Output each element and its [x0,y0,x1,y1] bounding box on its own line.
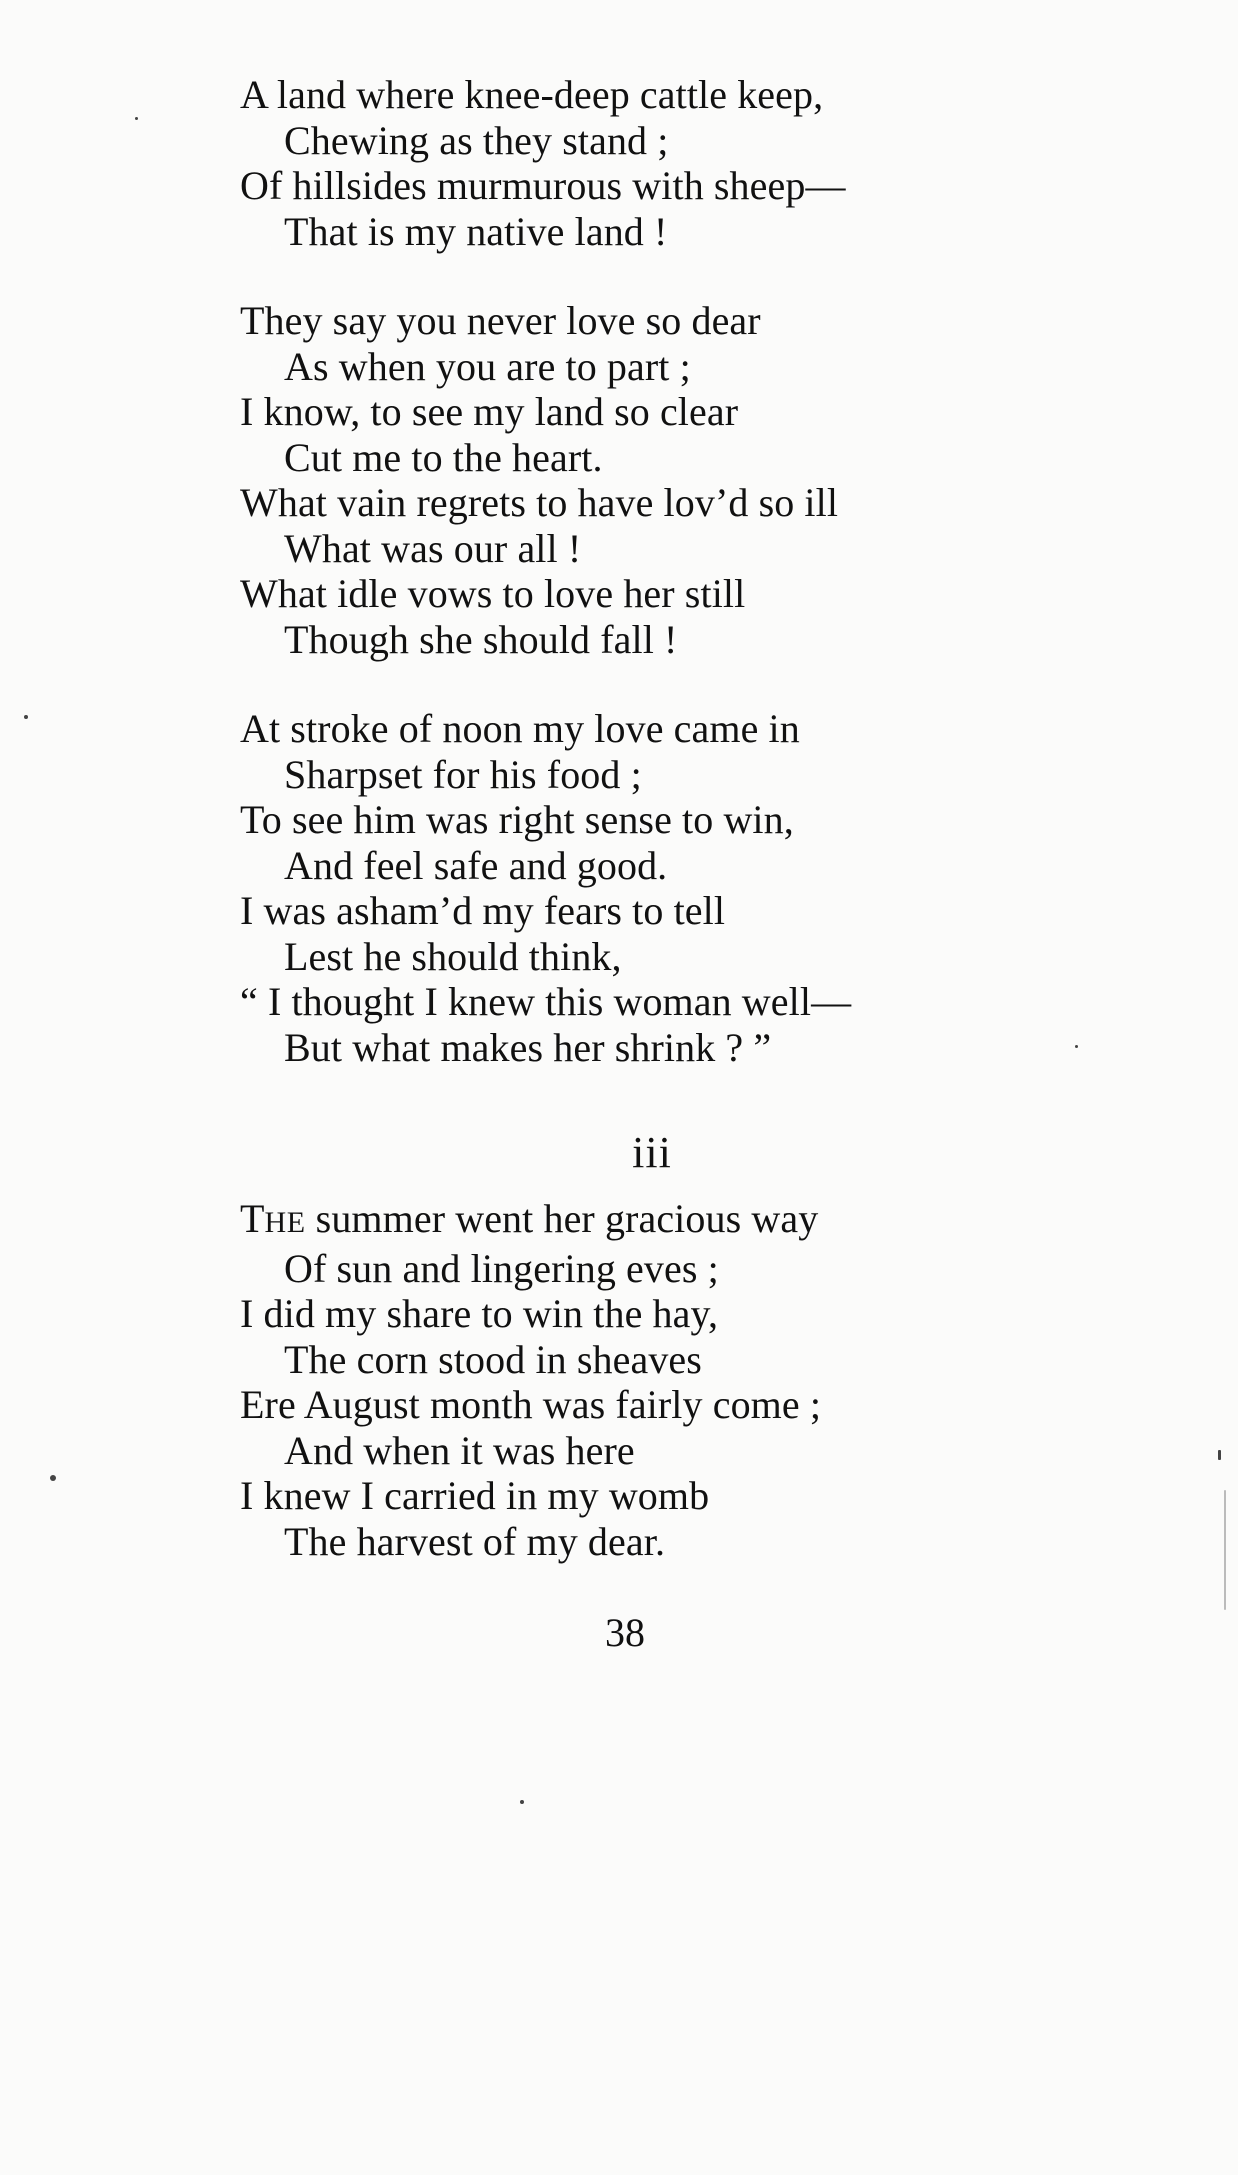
poem-line: I knew I carried in my womb [240,1473,710,1518]
scan-speck [1218,1450,1221,1460]
poem-line: Of sun and lingering eves ; [284,1245,719,1291]
poem-line: As when you are to part ; [284,343,691,389]
poem-line: I did my share to win the hay, [240,1291,719,1336]
poem-line: What was our all ! [284,525,582,571]
poem-line: The corn stood in sheaves [284,1336,702,1382]
scan-speck [1075,1045,1078,1048]
smallcaps-lead: HE [264,1206,306,1239]
stanza [240,298,1040,662]
poem-line [240,1196,1040,1246]
stanza [240,72,1040,254]
drop-lead-letter: T [240,1196,265,1241]
poem-line: I know, to see my land so clear [240,389,739,434]
poem-line: What idle vows to love her still [240,571,746,616]
poem-line: Chewing as they stand ; [284,117,669,163]
poem-line: Though she should fall ! [284,616,678,662]
scan-speck [1224,1490,1226,1610]
poem-line-rest: summer went her gracious way [305,1196,819,1241]
poem-body [240,72,1040,1564]
poem-line: A land where knee-deep cattle keep, [240,72,824,117]
scan-speck [50,1475,56,1481]
scan-speck [24,715,28,719]
poem-line: I was asham’d my fears to tell [240,888,726,933]
poem-line: Lest he should think, [284,933,622,979]
page-number: 38 [605,1610,645,1655]
stanza [240,706,1040,1070]
section-heading: iii [632,1128,672,1177]
stanza [240,1196,1040,1564]
poem-line: Of hillsides murmurous with sheep— [240,163,846,208]
poem-line: The harvest of my dear. [284,1518,666,1564]
poem-line: What vain regrets to have lov’d so ill [240,480,839,525]
poem-line: To see him was right sense to win, [240,797,794,842]
poem-line: Cut me to the heart. [284,434,603,480]
poem-line: But what makes her shrink ? ” [284,1024,772,1070]
poem-line: “ I thought I knew this woman well— [240,979,852,1024]
scan-speck [135,117,138,120]
poem-line: Ere August month was fairly come ; [240,1382,822,1427]
poem-line: They say you never love so dear [240,298,761,343]
poem-line: Sharpset for his food ; [284,751,642,797]
scan-speck [520,1800,524,1804]
poem-line: That is my native land ! [284,208,668,254]
poem-line: At stroke of noon my love came in [240,706,800,751]
poem-line: And feel safe and good. [284,842,668,888]
poem-line: And when it was here [284,1427,635,1473]
